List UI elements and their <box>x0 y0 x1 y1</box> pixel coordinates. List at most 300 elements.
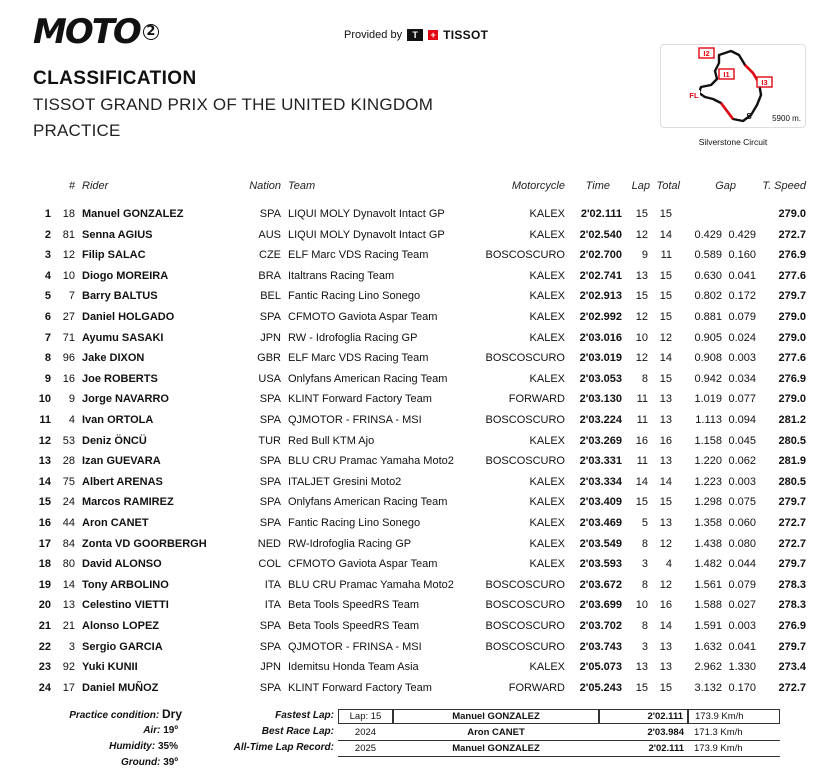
gap-to-previous: 0.080 <box>728 537 756 550</box>
record-label: Fastest Lap: <box>275 710 334 721</box>
record-rider: Manuel GONZALEZ <box>452 743 540 754</box>
best-lap: 8 <box>641 372 648 385</box>
col-nation: Nation <box>249 180 281 192</box>
motorcycle: KALEX <box>529 331 565 344</box>
table-row <box>0 308 833 329</box>
rider-name: Albert ARENAS <box>82 475 163 488</box>
total-laps: 4 <box>665 558 672 571</box>
rider-number: 18 <box>62 208 75 220</box>
position: 12 <box>38 434 51 447</box>
nation: SPA <box>259 475 281 488</box>
lap-time: 2'03.409 <box>579 496 622 509</box>
best-lap: 8 <box>641 578 648 591</box>
sector-i1-label: I1 <box>723 70 730 79</box>
nation: JPN <box>260 331 281 344</box>
practice-condition <box>40 707 182 721</box>
gap-to-previous: 0.094 <box>728 414 756 426</box>
gap-to-previous: 0.041 <box>728 269 756 282</box>
table-row <box>0 411 833 432</box>
nation: SPA <box>259 414 281 426</box>
best-lap: 5 <box>641 517 648 529</box>
team-name: Onlyfans American Racing Team <box>288 372 448 385</box>
gap-to-first: 1.158 <box>694 434 722 447</box>
team-name: KLINT Forward Factory Team <box>288 393 432 406</box>
best-lap: 12 <box>635 352 648 365</box>
gap-to-first: 1.591 <box>694 620 722 632</box>
record-speed: 171.3 Km/h <box>694 727 743 738</box>
record-divider <box>338 756 780 757</box>
team-name: QJMOTOR - FRINSA - MSI <box>288 414 422 426</box>
col-rider: Rider <box>82 180 109 192</box>
team-name: Red Bull KTM Ajo <box>288 434 375 447</box>
col-speed: T. Speed <box>762 180 806 192</box>
total-laps: 13 <box>659 414 672 426</box>
position: 17 <box>38 537 51 550</box>
gap-to-first: 1.298 <box>694 496 722 509</box>
record-reference: Lap: 15 <box>338 709 393 724</box>
table-row <box>0 535 833 556</box>
table-row <box>0 493 833 514</box>
motorcycle: BOSCOSCURO <box>485 599 565 612</box>
best-lap: 11 <box>636 393 648 406</box>
logo-text: MOTO <box>33 12 140 52</box>
gap-to-first: 0.589 <box>694 249 722 262</box>
motorcycle: BOSCOSCURO <box>485 352 565 365</box>
air-temperature <box>40 725 178 736</box>
best-lap: 15 <box>635 681 648 694</box>
ground-value: 39º <box>163 757 178 768</box>
rider-name: Diogo MOREIRA <box>82 269 169 282</box>
rider-name: Daniel MUÑOZ <box>82 681 159 694</box>
gap-to-first: 1.632 <box>694 640 722 653</box>
total-laps: 16 <box>659 434 672 447</box>
rider-number: 3 <box>68 640 75 653</box>
motorcycle: BOSCOSCURO <box>485 414 565 426</box>
team-name: Fantic Racing Lino Sonego <box>288 517 421 529</box>
gap-to-previous: 0.429 <box>728 228 756 241</box>
circuit-map <box>660 44 806 128</box>
record-reference: 2024 <box>354 727 377 738</box>
lap-time: 2'02.700 <box>579 249 622 262</box>
nation: SPA <box>259 640 281 653</box>
position: 1 <box>44 208 51 220</box>
lap-time: 2'03.699 <box>579 599 622 612</box>
position: 3 <box>44 249 51 262</box>
page-title: CLASSIFICATION <box>33 68 197 89</box>
total-laps: 14 <box>659 352 672 365</box>
top-speed: 279.0 <box>778 311 806 323</box>
table-row <box>0 329 833 350</box>
top-speed: 277.6 <box>778 352 806 365</box>
gap-to-first: 0.429 <box>694 228 722 241</box>
rider-number: 28 <box>62 455 75 468</box>
gap-to-previous: 0.170 <box>728 681 756 694</box>
nation: SPA <box>259 620 281 632</box>
total-laps: 15 <box>659 269 672 282</box>
rider-number: 17 <box>62 681 75 694</box>
rider-name: Barry BALTUS <box>82 290 158 303</box>
record-divider <box>338 740 780 741</box>
best-lap: 15 <box>635 290 648 303</box>
record-reference: 2025 <box>354 743 377 754</box>
top-speed: 279.7 <box>778 640 806 653</box>
table-row <box>0 226 833 247</box>
position: 4 <box>44 269 51 282</box>
rider-name: Zonta VD GOORBERGH <box>82 537 207 550</box>
practice-condition-label: Practice condition: <box>69 710 160 721</box>
rider-number: 13 <box>62 599 75 612</box>
rider-number: 75 <box>62 475 75 488</box>
motorcycle: BOSCOSCURO <box>485 620 565 632</box>
gap-to-first: 1.561 <box>694 578 722 591</box>
table-row <box>0 514 833 535</box>
lap-time: 2'02.540 <box>579 228 622 241</box>
total-laps: 13 <box>659 661 672 674</box>
record-label: All-Time Lap Record: <box>233 742 334 753</box>
gap-to-previous: 0.027 <box>728 599 756 612</box>
humidity-value: 35% <box>157 741 178 752</box>
table-row <box>0 432 833 453</box>
table-row <box>0 596 833 617</box>
motorcycle: BOSCOSCURO <box>485 578 565 591</box>
team-name: RW - Idrofoglia Racing GP <box>288 331 418 344</box>
table-row <box>0 452 833 473</box>
position: 11 <box>39 414 51 426</box>
rider-name: David ALONSO <box>82 558 162 571</box>
record-time: 2'03.984 <box>647 727 684 738</box>
top-speed: 279.7 <box>778 290 806 303</box>
gap-to-previous: 0.003 <box>728 352 756 365</box>
motorcycle: BOSCOSCURO <box>485 249 565 262</box>
gap-to-previous: 0.060 <box>728 517 756 529</box>
position: 14 <box>38 475 51 488</box>
motorcycle: KALEX <box>529 269 565 282</box>
gap-to-first: 1.482 <box>694 558 722 571</box>
gap-to-first: 0.881 <box>694 311 722 323</box>
total-laps: 13 <box>659 455 672 468</box>
top-speed: 276.9 <box>778 620 806 632</box>
position: 9 <box>44 372 51 385</box>
table-row <box>0 287 833 308</box>
nation: BEL <box>260 290 281 303</box>
motorcycle: KALEX <box>529 290 565 303</box>
gap-to-previous: 0.003 <box>728 620 756 632</box>
motorcycle: KALEX <box>529 475 565 488</box>
sponsor-name: TISSOT <box>443 28 489 42</box>
top-speed: 278.3 <box>778 578 806 591</box>
nation: TUR <box>258 434 281 447</box>
rider-number: 10 <box>62 269 75 282</box>
lap-time: 2'03.702 <box>579 620 622 632</box>
col-team: Team <box>288 180 316 192</box>
total-laps: 13 <box>659 517 672 529</box>
top-speed: 280.5 <box>778 434 806 447</box>
total-laps: 12 <box>659 537 672 550</box>
sector-i3-label: I3 <box>761 78 768 87</box>
total-laps: 15 <box>659 372 672 385</box>
position: 13 <box>38 455 51 468</box>
total-laps: 14 <box>659 620 672 632</box>
gap-to-first: 0.802 <box>694 290 722 303</box>
gap-to-previous: 0.003 <box>728 475 756 488</box>
table-row <box>0 576 833 597</box>
best-lap: 11 <box>636 455 648 468</box>
rider-number: 21 <box>62 620 75 632</box>
motorcycle: KALEX <box>529 311 565 323</box>
rider-name: Tony ARBOLINO <box>82 578 169 591</box>
nation: SPA <box>259 393 281 406</box>
position: 22 <box>38 640 51 653</box>
best-lap: 13 <box>635 661 648 674</box>
practice-condition-value: Dry <box>161 707 182 721</box>
top-speed: 279.0 <box>778 331 806 344</box>
logo-number: 2 <box>143 24 159 40</box>
rider-number: 12 <box>62 249 75 262</box>
gap-to-first: 1.113 <box>695 414 722 426</box>
top-speed: 277.6 <box>778 269 806 282</box>
nation: GBR <box>257 352 281 365</box>
best-lap: 15 <box>635 208 648 220</box>
position: 5 <box>44 290 51 303</box>
rider-name: Jorge NAVARRO <box>82 393 169 406</box>
air-label: Air: <box>143 725 161 736</box>
nation: SPA <box>259 517 281 529</box>
team-name: Beta Tools SpeedRS Team <box>288 620 420 632</box>
total-laps: 11 <box>660 249 672 262</box>
team-name: RW-Idrofoglia Racing GP <box>288 537 412 550</box>
rider-name: Senna AGIUS <box>82 228 153 241</box>
gap-to-previous: 0.079 <box>728 311 756 323</box>
table-row <box>0 658 833 679</box>
gap-to-previous: 0.062 <box>728 455 756 468</box>
team-name: BLU CRU Pramac Yamaha Moto2 <box>288 455 454 468</box>
team-name: CFMOTO Gaviota Aspar Team <box>288 558 438 571</box>
gap-to-first: 0.905 <box>694 331 722 344</box>
total-laps: 15 <box>659 681 672 694</box>
rider-name: Marcos RAMIREZ <box>82 496 174 509</box>
col-gap: Gap <box>715 180 736 192</box>
nation: SPA <box>259 455 281 468</box>
gap-to-first: 1.220 <box>694 455 722 468</box>
top-speed: 272.7 <box>778 537 806 550</box>
motorcycle: KALEX <box>529 537 565 550</box>
lap-time: 2'03.331 <box>579 455 622 468</box>
table-row <box>0 638 833 659</box>
team-name: CFMOTO Gaviota Aspar Team <box>288 311 438 323</box>
gap-to-first: 0.942 <box>694 372 722 385</box>
nation: NED <box>257 537 281 550</box>
rider-number: 9 <box>68 393 75 406</box>
lap-time: 2'03.593 <box>579 558 622 571</box>
finish-line-label: FL <box>689 91 699 100</box>
total-laps: 15 <box>659 496 672 509</box>
position: 20 <box>38 599 51 612</box>
lap-time: 2'02.913 <box>579 290 622 303</box>
table-row <box>0 617 833 638</box>
top-speed: 272.7 <box>778 681 806 694</box>
lap-time: 2'02.111 <box>580 208 622 220</box>
ground-temperature <box>40 757 178 768</box>
best-lap: 8 <box>641 537 648 550</box>
position: 21 <box>38 620 51 632</box>
nation: AUS <box>258 228 281 241</box>
table-row <box>0 390 833 411</box>
top-speed: 272.7 <box>778 228 806 241</box>
team-name: QJMOTOR - FRINSA - MSI <box>288 640 422 653</box>
session-name: PRACTICE <box>33 121 121 140</box>
nation: BRA <box>258 269 281 282</box>
best-lap: 3 <box>641 640 648 653</box>
lap-time: 2'03.549 <box>579 537 622 550</box>
rider-name: Jake DIXON <box>82 352 145 365</box>
best-lap: 9 <box>641 249 648 262</box>
top-speed: 272.7 <box>778 517 806 529</box>
ground-label: Ground: <box>121 757 161 768</box>
gap-to-previous: 0.079 <box>728 578 756 591</box>
gap-to-previous: 0.045 <box>728 434 756 447</box>
record-label: Best Race Lap: <box>261 726 334 737</box>
gap-to-previous: 1.330 <box>728 661 756 674</box>
rider-number: 84 <box>62 537 75 550</box>
motorcycle: KALEX <box>529 372 565 385</box>
total-laps: 13 <box>659 640 672 653</box>
position: 19 <box>38 578 51 591</box>
team-name: ITALJET Gresini Moto2 <box>288 475 402 488</box>
rider-number: 44 <box>62 517 75 529</box>
total-laps: 14 <box>659 475 672 488</box>
rider-number: 27 <box>62 311 75 323</box>
motorcycle: BOSCOSCURO <box>485 640 565 653</box>
humidity-label: Humidity: <box>109 741 156 752</box>
record-rider: Aron CANET <box>467 727 525 738</box>
team-name: Fantic Racing Lino Sonego <box>288 290 421 303</box>
rider-number: 24 <box>62 496 75 509</box>
table-row <box>0 349 833 370</box>
gap-to-previous: 0.024 <box>728 331 756 344</box>
top-speed: 281.2 <box>778 414 806 426</box>
lap-time: 2'03.269 <box>579 434 622 447</box>
lap-time: 2'02.992 <box>579 311 622 323</box>
best-lap: 11 <box>636 414 648 426</box>
lap-time: 2'02.741 <box>579 269 622 282</box>
rider-number: 71 <box>62 331 75 344</box>
record-rider: Manuel GONZALEZ <box>393 709 599 724</box>
table-row <box>0 473 833 494</box>
motorcycle: KALEX <box>529 517 565 529</box>
nation: USA <box>258 372 281 385</box>
position: 15 <box>38 496 51 509</box>
gap-to-first: 0.630 <box>694 269 722 282</box>
nation: SPA <box>259 311 281 323</box>
event-name: TISSOT GRAND PRIX OF THE UNITED KINGDOM <box>33 95 434 114</box>
nation: COL <box>258 558 281 571</box>
start-label: S <box>746 112 752 121</box>
best-lap: 10 <box>635 599 648 612</box>
gap-to-first: 1.588 <box>694 599 722 612</box>
rider-name: Manuel GONZALEZ <box>82 208 184 220</box>
table-row <box>0 246 833 267</box>
rider-number: 81 <box>62 228 75 241</box>
col-num: # <box>68 180 75 192</box>
nation: JPN <box>260 661 281 674</box>
gap-to-previous: 0.172 <box>728 290 756 303</box>
nation: SPA <box>259 208 281 220</box>
rider-name: Filip SALAC <box>82 249 146 262</box>
motorcycle: KALEX <box>529 208 565 220</box>
rider-name: Ayumu SASAKI <box>82 331 164 344</box>
best-lap: 14 <box>635 475 648 488</box>
circuit-name: Silverstone Circuit <box>698 137 768 147</box>
team-name: KLINT Forward Factory Team <box>288 681 432 694</box>
position: 24 <box>38 681 51 694</box>
col-lap: Lap <box>631 180 650 192</box>
top-speed: 280.5 <box>778 475 806 488</box>
record-speed: 173.9 Km/h <box>694 743 743 754</box>
motorcycle: FORWARD <box>508 681 565 694</box>
rider-name: Alonso LOPEZ <box>82 620 159 632</box>
team-name: BLU CRU Pramac Yamaha Moto2 <box>288 578 454 591</box>
top-speed: 281.9 <box>778 455 806 468</box>
rider-number: 14 <box>62 578 75 591</box>
motorcycle: KALEX <box>529 228 565 241</box>
rider-number: 16 <box>62 372 75 385</box>
top-speed: 273.4 <box>778 661 806 674</box>
col-total: Total <box>656 180 680 192</box>
nation: ITA <box>264 578 281 591</box>
best-lap: 15 <box>635 496 648 509</box>
record-speed: 173.9 Km/h <box>688 709 780 724</box>
position: 23 <box>38 661 51 674</box>
rider-name: Yuki KUNII <box>82 661 138 674</box>
total-laps: 13 <box>659 393 672 406</box>
lap-time: 2'03.130 <box>579 393 622 406</box>
position: 18 <box>38 558 51 571</box>
table-row <box>0 555 833 576</box>
nation: CZE <box>259 249 281 262</box>
rider-number: 96 <box>62 352 75 365</box>
lap-time: 2'05.073 <box>579 661 622 674</box>
nation: SPA <box>259 681 281 694</box>
gap-to-previous: 0.034 <box>728 372 756 385</box>
team-name: ELF Marc VDS Racing Team <box>288 249 429 262</box>
gap-to-first: 1.223 <box>694 475 722 488</box>
rider-number: 80 <box>62 558 75 571</box>
tissot-t-icon: T <box>407 29 423 41</box>
gap-to-first: 0.908 <box>694 352 722 365</box>
sponsor-credit <box>344 28 488 42</box>
gap-to-first: 1.438 <box>694 537 722 550</box>
lap-time: 2'03.743 <box>579 640 622 653</box>
table-row <box>0 267 833 288</box>
top-speed: 279.7 <box>778 496 806 509</box>
top-speed: 276.9 <box>778 372 806 385</box>
best-lap: 10 <box>635 331 648 344</box>
total-laps: 12 <box>659 578 672 591</box>
best-lap: 13 <box>635 269 648 282</box>
gap-to-first: 3.132 <box>694 681 722 694</box>
total-laps: 15 <box>659 311 672 323</box>
rider-name: Sergio GARCIA <box>82 640 163 653</box>
table-row <box>0 679 833 700</box>
total-laps: 14 <box>659 228 672 241</box>
col-time: Time <box>585 180 610 192</box>
lap-time: 2'03.016 <box>579 331 622 344</box>
lap-time: 2'03.224 <box>579 414 622 426</box>
top-speed: 279.0 <box>778 208 806 220</box>
air-value: 19º <box>163 725 178 736</box>
gap-to-first: 1.358 <box>694 517 722 529</box>
total-laps: 15 <box>659 208 672 220</box>
